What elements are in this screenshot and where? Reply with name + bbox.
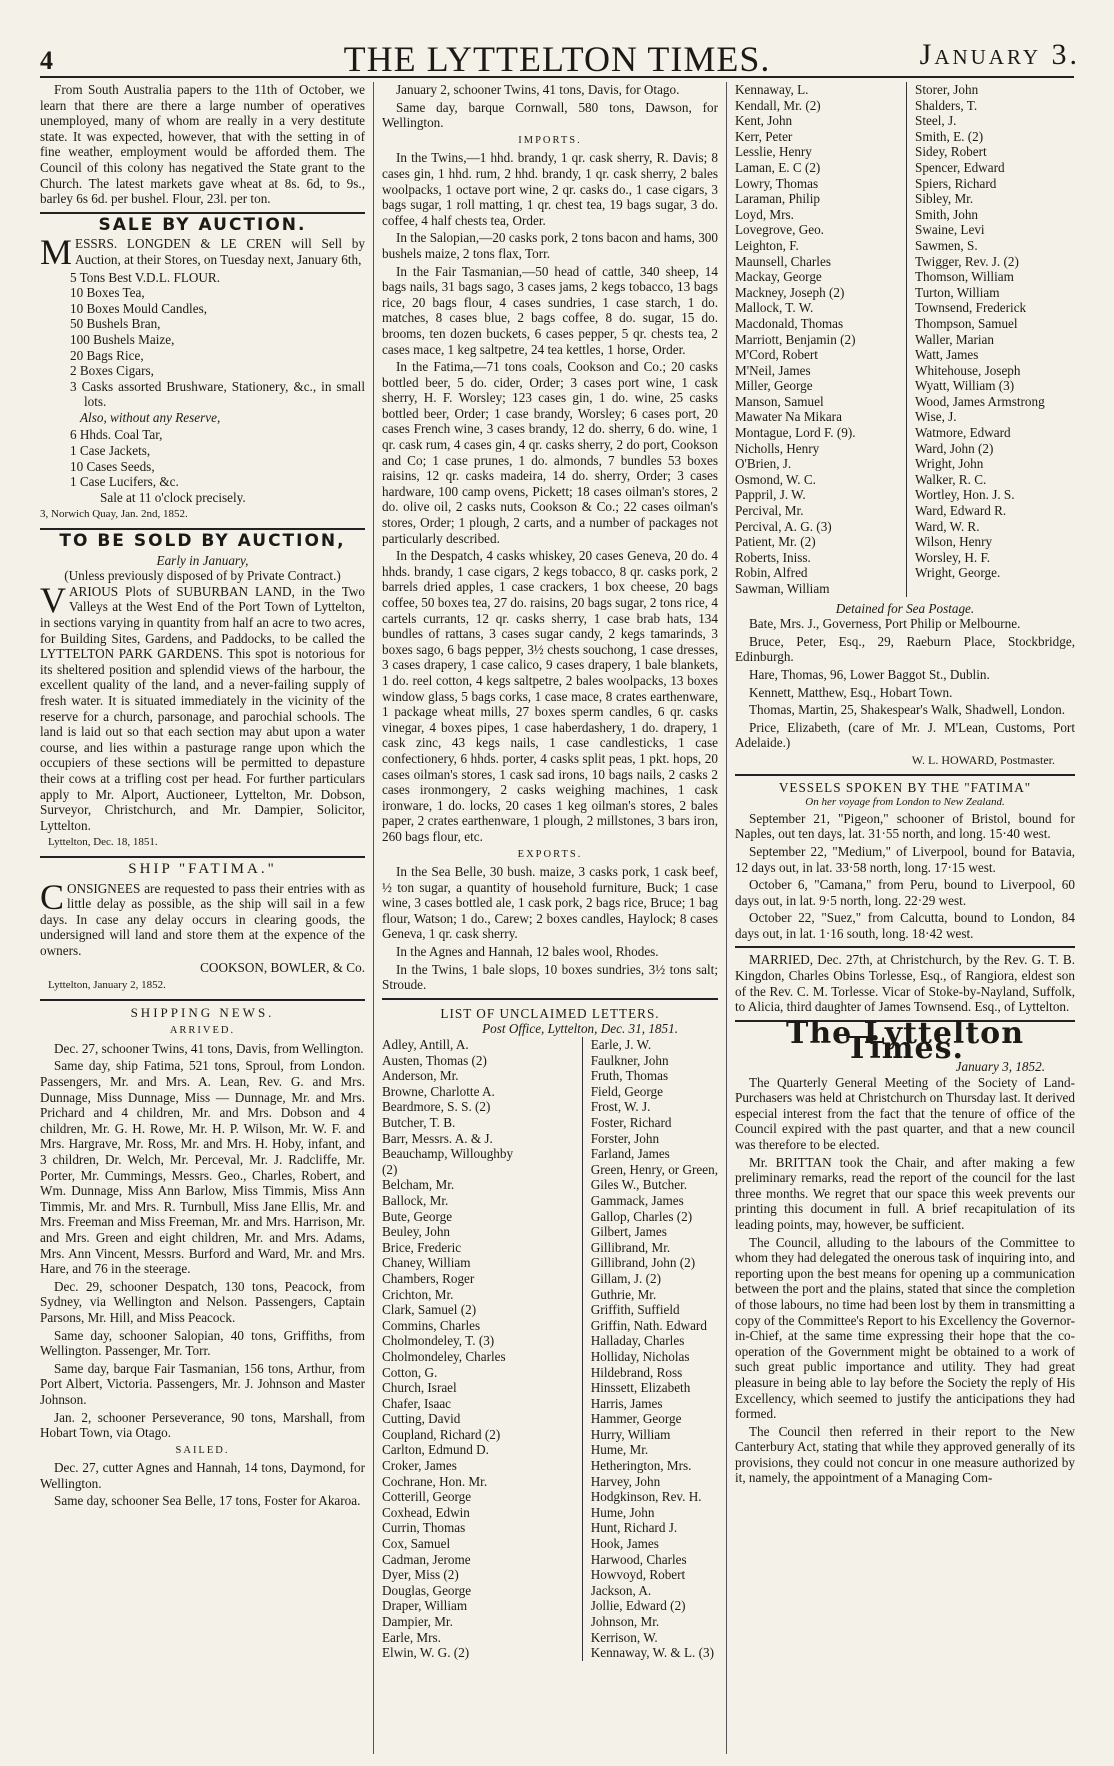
letter-name: Hook, James [590,1536,659,1552]
letter-name: Steel, J. [915,113,957,129]
import-entry: In the Despatch, 4 casks whiskey, 20 cases Geneva, 20 do. 4 hhds. brandy, 1 case cigars, 2 kegs tobacco, 8 qr. casks pork, 2 barrels dried apples, 1 case crackers, 1 box cheese, 20 bags coffee, 50 boxes tea, 27 do. raisins, 20 bags sugar, 2 tons rice, 4 cartels currants, 12 qr. casks sherry, 1 case brab hats, 134 bundles of rattans, 3 cases sugar candy, 2 kegs tamarinds, 3 boxes sago, 6 bags pepper, 3½ chests souchong, 1 case dresses, 3 cases drapery, 1 case calico, 9 cases drapery, 1 bale blankets, 1 do. reel cotton, 4 kegs saltpetre, 2 bales woolpacks, 13 boxes window glass, 5 bags corks, 1 case mace, 8 crates earthenware, 1 package wheat mills, 27 boxes sperm candles, 6 qr. casks vinegar, 4 boxes pipes, 1 case haberdashery, 1 do. drapery, 1 cask zinc, 43 kegs nails, 1 case candlesticks, 1 case confectionery, 6 hhds. porter, 4 casks split peas, 1 pkt. hops, 20 cases oilman's stores, 1 cask sad irons, 10 bags nails, 2 casks 2 cases ironmongery, 2 casks weighing machines, 1 cask ironware, 1 do. locks, 20 cases 1 keg oilman's stores, 2 bales paper, 2 crates earthenware, 1 plough, 2 millstones, 3 bars iron, 260 bags flour, etc. [382,548,718,844]
editorial-paragraph: The Council, alluding to the labours of the Committee to whom they had delegated the onerous task of inquiring into, and reporting upon the best means for opening up a communication between the port and the plains, stated that since the completion of those labours, no time had been lost by them in transmitting a copy of the Committee's Report to his Excellency the Governor-in-Chief, at the same time expressing their hope that the co-operation of the Government might be obtained to a work of such great public importance and utility. They had great pleasure in being able to lay before the Society the reply of His Excellency, which seemed to justify the anticipations they had formed. [735,1234,1075,1422]
letter-name: M'Neil, James [735,362,811,378]
letter-name: Beardmore, S. S. (2) [382,1099,491,1115]
letter-name: Ballock, Mr. [382,1192,449,1208]
letter-name: Mawater Na Mikara [735,409,842,425]
export-entry: In the Sea Belle, 30 bush. maize, 3 casks pork, 1 cask beef, ½ ton sugar, a quantity of household furniture, Buck; 1 case wine, 3 cases bottled ale, 1 cask pork, 2 bags rice, Bruce; 1 bag flour, Watson; 1 do., Carew; 2 boxes candles, Haylock; 8 cases Geneva, 1 qr. cask sherry. [382,864,718,942]
detained-entry: Bate, Mrs. J., Governess, Port Philip or Melbourne. [749,616,1021,632]
letter-name: Gillam, J. (2) [590,1270,662,1286]
column-3 [735,82,1075,1756]
letters-list-continued [735,82,1075,597]
letter-name: Marriott, Benjamin (2) [735,331,856,347]
departure-entry: January 2, schooner Twins, 41 tons, Davis, for Otago. [396,82,680,97]
letter-name: Maunsell, Charles [735,253,831,269]
arrived-label: ARRIVED. [169,1025,236,1037]
letter-name: Guthrie, Mr. [590,1286,657,1302]
divider [382,998,718,1000]
letter-name: Waller, Marian [915,331,994,347]
letter-name: Cutting, David [382,1411,461,1427]
letter-name: Ward, W. R. [915,518,980,534]
letter-name: Ward, John (2) [915,440,994,456]
marriage-notice: MARRIED, Dec. 27th, at Christchurch, by the Rev. G. T. B. Kingdon, Charles Obins Torlesse, Esq., of Rangiora, eldest son of the Rev. C. M. Torlesse. Vicar of Stoke-by-Nayland, Suffolk, to Alicia, third daughter of James Townsend. Esq., of Lyttelton. [735,952,1075,1015]
letter-name: Hammer, George [590,1411,682,1427]
letter-name: Smith, John [915,206,979,222]
fatima-heading: SHIP "FATIMA." [128,860,277,877]
editorial-date: January 3, 1852. [955,1059,1045,1075]
letters-list-right [582,1037,718,1661]
letter-name: Anderson, Mr. [382,1068,459,1084]
detained-entry: Hare, Thomas, 96, Lower Baggot St., Dublin. [749,666,990,682]
letter-name: Mallock, T. W. [735,300,814,316]
letters-heading: LIST OF UNCLAIMED LETTERS. [440,1005,660,1021]
letter-name: Crichton, Mr. [382,1286,454,1302]
issue-date: January 3. [919,38,1080,71]
letter-name: Griffith, Suffield [590,1302,680,1318]
letter-name: Johnson, Mr. [590,1614,660,1629]
south-australia-news: From South Australia papers to the 11th of October, we learn that there are there a large number of operatives unemployed, many of whom are really in a very destitute state. It was expected, however, that with the setting in of fine weather, employment would be afforded them. The Council of this colony has negatived the State grant to the Church. The latest markets gave wheat at 8s. 6d, to 9s., barley 6s 6d. per bushel. Flour, 23l. per ton. [40,82,365,207]
letter-name: Cholmondeley, T. (3) [382,1333,495,1349]
import-entry: In the Salopian,—20 casks pork, 2 tons bacon and hams, 300 bushels maize, 2 tons flax, Torr. [382,230,718,261]
arrival-entry: Dec. 29, schooner Despatch, 130 tons, Peacock, from Sydney, via Wellington and Nelson. Passengers, Captain Parsons, Mr. Hill, and Miss Peacock. [40,1278,365,1325]
letter-name: Lesslie, Henry [735,144,812,160]
letter-name: Townsend, Frederick [915,300,1027,316]
detained-label: Detained for Sea Postage. [835,600,975,616]
letter-name: Loyd, Mrs. [735,206,794,222]
letters-list-left [735,82,856,597]
letter-name: Wright, John [915,456,984,472]
letter-name: Carlton, Edmund D. [382,1442,489,1458]
letter-name: Macdonald, Thomas [735,315,844,331]
letter-name: Earle, J. W. [590,1037,652,1053]
column-1 [40,82,365,1756]
letter-name: Belcham, Mr. [382,1177,455,1193]
list-item: 1 Case Jackets, [70,443,151,459]
drop-cap: V [40,579,66,620]
list-item: 10 Boxes Tea, [70,285,145,301]
exports-label: EXPORTS. [517,848,583,860]
letter-name: Swaine, Levi [915,222,985,238]
detained-entry: Kennett, Matthew, Esq., Hobart Town. [749,684,953,700]
letter-name: Gammack, James [590,1192,684,1208]
letter-name: Cotton, G. [382,1364,438,1380]
fatima-notice: CONSIGNEES are requested to pass their entries with as little delay as possible, as the ship will sail in a few days. In case any delay occurs in clearing goods, the undersigned will land and store them at the expence of the owners. [40,876,365,958]
letter-name: Cox, Samuel [382,1536,451,1552]
letter-name: Mackay, George [735,269,822,285]
vessels-heading: VESSELS SPOKEN BY THE "FATIMA" [778,779,1032,795]
letter-name: Farland, James [590,1146,670,1162]
auction-2-note: (Unless previously disposed of by Private Contract.) [64,568,341,584]
postmaster-signature: W. L. HOWARD, Postmaster. [911,752,1055,767]
letter-name: Sawman, William [735,581,830,596]
letter-name: Smith, E. (2) [915,128,984,144]
divider [40,856,365,858]
auction-items-reserve [40,427,365,489]
drop-cap: M [40,232,73,273]
letter-name: Wright, George. [915,565,1001,581]
letter-name: Whitehouse, Joseph [915,362,1021,378]
column-divider [373,82,374,1754]
letter-name: Turton, William [915,284,1000,300]
letter-name: Barr, Messrs. A. & J. [382,1130,493,1146]
letters-list-left [382,1037,513,1661]
letter-name: Hinssett, Elizabeth [590,1380,691,1396]
letter-name: Beauchamp, Willoughby [382,1146,514,1162]
auction-2-body: VARIOUS Plots of SUBURBAN LAND, in the Two Valleys at the West End of the Port Town of Lyttelton, in sections varying in quantity from half an acre to two acres, for Building Sites, Gardens, and Paddocks, to be called the LYTTELTON PARK GARDENS. This spot is notorious for its sheltered position and splendid views of the harbour, the excellent quality of the land, and a never-failing supply of fresh water. It is situated immediately in the vicinity of the reserve for a church, parsonage, and parochial schools. The land is laid out so that each section may abut upon a water course, and lies within a pasturage range upon which the occupiers of these sections will be permitted to depasture their cows at a trifling cost per head. For further particulars apply to Mr. Alport, Auctioneer, Lyttelton, Mr. Dobson, Surveyor, Christchurch, and Mr. Dampier, Solicitor, Lyttelton. [40,579,365,833]
letter-name: Hume, Mr. [590,1442,649,1458]
letter-name: Laraman, Philip [735,191,820,207]
letter-name: Mackney, Joseph (2) [735,284,845,300]
list-item: 5 Tons Best V.D.L. FLOUR. [70,269,221,285]
letter-name: Chambers, Roger [382,1270,475,1286]
letter-name: Howvoyd, Robert [590,1567,686,1583]
letter-name: Shalders, T. [915,97,978,113]
letter-name: Faulkner, John [590,1052,669,1068]
auction-heading: SALE BY AUCTION. [98,214,307,235]
letter-name: Field, George [590,1083,663,1099]
letter-name: Frost, W. J. [590,1099,651,1115]
letter-name: (2) [382,1161,398,1177]
letter-name: Ward, Edward R. [915,503,1007,519]
detained-entry: Price, Elizabeth, (care of Mr. J. M'Lean, Customs, Port Adelaide.) [735,719,1075,751]
letter-name: Thompson, Samuel [915,315,1018,331]
auction-2-subheading: Early in January, [156,552,249,568]
letter-name: Patient, Mr. (2) [735,534,816,550]
letter-name: Jackson, A. [590,1582,652,1598]
letter-name: Laman, E. C (2) [735,159,821,175]
letter-name: Holliday, Nicholas [590,1348,690,1364]
letter-name: Halladay, Charles [590,1333,685,1349]
list-item: 10 Boxes Mould Candles, [70,300,208,316]
letter-name: Sawmen, S. [915,237,978,253]
vessel-entry: October 6, "Camana," from Peru, bound to Liverpool, 60 days out, in lat. 9·5 north, long. 22·29 west. [735,877,1075,908]
list-item: 6 Hhds. Coal Tar, [70,427,163,443]
letter-name: Butcher, T. B. [382,1115,456,1130]
letter-name: Brice, Frederic [382,1239,462,1255]
letter-name: Chaney, William [382,1255,471,1271]
list-item: 50 Bushels Bran, [70,316,161,332]
editorial-paragraph: Mr. BRITTAN took the Chair, and after making a few preliminary remarks, read the report of the council for the last three months. We regret that our space this week prevents our printing this document in full. A brief recapitulation of its leading points, may, however, be sufficient. [735,1154,1075,1232]
column-divider [726,82,727,1754]
letter-name: Jollie, Edward (2) [590,1598,686,1614]
fatima-signature: COOKSON, BOWLER, & Co. [200,960,365,976]
letter-name: Storer, John [915,82,979,97]
letter-name: Watt, James [915,347,979,363]
letter-name: Thomson, William [915,269,1014,285]
letter-name: Nicholls, Henry [735,440,820,456]
letter-name: O'Brien, J. [735,456,792,472]
letter-name: Percival, Mr. [735,503,804,519]
letter-name: Chafer, Isaac [382,1395,452,1411]
letter-name: Gillibrand, John (2) [590,1255,696,1271]
letter-name: M'Cord, Robert [735,347,818,363]
vessel-entry: October 22, "Suez," from Calcutta, bound to London, 84 days out, in lat. 1·16 south, long. 18·42 west. [735,910,1075,941]
sailed-label: SAILED. [175,1444,230,1456]
divider [40,212,365,214]
export-entry: In the Agnes and Hannah, 12 bales wool, Rhodes. [396,944,659,960]
letter-name: Commins, Charles [382,1317,481,1333]
page-number: 4 [40,46,53,75]
letter-name: Dampier, Mr. [382,1614,453,1629]
list-item: 1 Case Lucifers, &c. [70,474,179,490]
editorial-paragraph: The Quarterly General Meeting of the Society of Land-Purchasers was held at Christchurch on Thursday last. It derived especial interest from the fact that the tenure of office of the Council expired with the past quarter, and that a new council was therefore to be elected. [735,1074,1075,1152]
masthead-rule [40,76,1074,78]
fatima-dateline: Lyttelton, January 2, 1852. [48,979,166,992]
letter-name: Robin, Alfred [735,565,808,581]
letter-name: Bute, George [382,1208,453,1224]
letter-name: Wortley, Hon. J. S. [915,487,1015,503]
arrival-entry: Same day, schooner Salopian, 40 tons, Griffiths, from Wellington. Passenger, Mr. Torr. [40,1327,365,1359]
letter-name: Douglas, George [382,1582,472,1598]
letter-name: Fruth, Thomas [590,1068,669,1084]
sailing-entry: Dec. 27, cutter Agnes and Hannah, 14 tons, Daymond, for Wellington. [40,1460,365,1491]
letter-name: Spencer, Edward [915,159,1005,175]
letter-name: Cholmondeley, Charles [382,1348,506,1364]
letter-name: Beuley, John [382,1224,451,1240]
letter-name: Kent, John [735,113,793,129]
letter-name: Hetherington, Mrs. [590,1458,692,1474]
divider [40,999,365,1001]
masthead [30,18,1084,79]
list-item: 3 Casks assorted Brushware, Stationery, &c., in small lots. [70,378,365,410]
letter-name: Wilson, Henry [915,534,993,550]
letter-name: Kerrison, W. [590,1629,658,1645]
editorial-paragraph: The Council then referred in their report to the New Canterbury Act, stating that while they approved generally of its provisions, they could not concur in one measure authorized by it, namely, the appointment of a Managing Com- [735,1423,1075,1486]
drop-cap: C [40,876,65,917]
export-entry: In the Twins, 1 bale slops, 10 boxes sundries, 3½ tons salt; Stroude. [382,961,718,993]
letter-name: Worsley, H. F. [915,549,991,565]
vessel-entry: September 21, "Pigeon," schooner of Bristol, bound for Naples, out ten days, lat. 31·55 north, and long. 15·40 west. [735,810,1075,842]
shipping-heading: SHIPPING NEWS. [130,1004,275,1020]
letter-name: Draper, William [382,1598,468,1614]
letters-list-right [906,82,1075,597]
letter-name: Cadman, Jerome [382,1551,471,1567]
sailing-entry: Same day, schooner Sea Belle, 17 tons, Foster for Akaroa. [54,1493,361,1509]
detained-entry: Thomas, Martin, 25, Shakespear's Walk, Shadwell, London. [749,702,1066,718]
letter-name: Miller, George [735,378,813,394]
letter-name: Browne, Charlotte A. [382,1083,495,1099]
letter-name: Clark, Samuel (2) [382,1302,477,1318]
letter-name: Hurry, William [590,1426,671,1442]
list-item: 20 Bags Rice, [70,347,144,363]
auction-reserve-note: Also, without any Reserve, [80,409,221,425]
letter-name: Hildebrand, Ross [590,1364,683,1380]
letter-name: Church, Israel [382,1380,457,1396]
letter-name: Montague, Lord F. (9). [735,425,856,441]
letter-name: Currin, Thomas [382,1520,466,1536]
letter-name: Croker, James [382,1458,457,1474]
letter-name: Kennaway, W. & L. (3) [590,1645,714,1661]
letter-name: Wise, J. [915,409,957,425]
vessel-entry: September 22, "Medium," of Liverpool, bound for Batavia, 12 days out, in lat. 33·58 north, long. 17·15 west. [735,843,1075,875]
letter-name: Osmond, W. C. [735,471,816,487]
auction-2-dateline: Lyttelton, Dec. 18, 1851. [48,836,158,849]
letter-name: Sibley, Mr. [915,191,974,207]
import-entry: In the Twins,—1 hhd. brandy, 1 qr. cask sherry, R. Davis; 8 cases gin, 1 hhd. rum, 2 hhd. brandy, 1 qr. cask sherry, 2 bales woolpacks, 1 octave port wine, 2 qr. casks do., 1 case cigars, 3 bags sugar, 1 roll matting, 1 qr. chest tea, 19 bags sugar, 3 do. coffee, 4 half chests tea, Order. [382,150,718,228]
arrival-entry: Same day, barque Fair Tasmanian, 156 tons, Arthur, from Port Albert, Victoria. Passengers, Mr. J. Johnson and Master Johnson. [40,1360,365,1407]
letter-name: Forster, John [590,1130,660,1146]
letter-name: Dyer, Miss (2) [382,1567,459,1583]
letter-name: Coxhead, Edwin [382,1504,470,1520]
letter-name: Manson, Samuel [735,393,824,409]
letter-name: Walker, R. C. [915,471,987,487]
letter-name: Cotterill, George [382,1489,472,1505]
list-item: 10 Cases Seeds, [70,458,155,474]
letter-name: Kendall, Mr. (2) [735,97,821,113]
letter-name: Sidey, Robert [915,144,987,160]
letter-name: Gillibrand, Mr. [590,1239,671,1255]
arrival-entry: Dec. 27, schooner Twins, 41 tons, Davis, from Wellington. [54,1040,364,1056]
letter-name: Foster, Richard [590,1115,672,1130]
letter-name: Kennaway, L. [735,82,809,97]
letter-name: Austen, Thomas (2) [382,1052,487,1068]
divider [40,528,365,530]
letter-name: Kerr, Peter [735,128,793,144]
letter-name: Watmore, Edward [915,425,1011,441]
auction-time: Sale at 11 o'clock precisely. [100,489,246,505]
letter-name: Roberts, Iniss. [735,549,811,565]
vessels-subheading: On her voyage from London to New Zealand. [805,796,1005,809]
arrival-entry: Jan. 2, schooner Perseverance, 90 tons, Marshall, from Hobart Town, via Otago. [40,1409,365,1441]
letter-name: Twigger, Rev. J. (2) [915,253,1019,269]
letter-name: Harris, James [590,1395,663,1411]
editorial-masthead: The Lyttelton Times. [786,1015,1024,1067]
letter-name: Percival, A. G. (3) [735,518,832,534]
auction-items [40,270,365,410]
letter-name: Lovegrove, Geo. [735,222,824,238]
letter-name: Hodgkinson, Rev. H. [590,1489,702,1505]
letter-name: Adley, Antill, A. [382,1037,469,1053]
arrival-entry: Same day, ship Fatima, 521 tons, Sproul, from London. Passengers, Mr. and Mrs. A. Lean, Rev. G. and Mrs. Dunnage, Miss Dunnage, Miss — Dunnage, Mr. and Mrs. Prichard and 4 children, Mr. and Mrs. Dobson and 4 children, Mr. G. H. Rowe, Mr. H. P. Wilson, Mr. W. F. and Mrs. Hargrave, Mr. Ross, Mr. and Mrs. H. Hoby, infant, and 3 children, Dr. Welch, Mr. Perceval, Mr. J. Radcliffe, Mr. Porter, Mr. Cummings, Messrs. Geo., Charles, Robert, and Wm. Dunnage, Miss Ann Barlow, Miss Timmis, Miss Ann Timmis, Mr. and Mrs. R. Turnbull, Miss Jane Ellis, Mr. and Mrs. Freeman and Miss Freeman, Mr. and Mrs. Harrison, Mr. and Mrs. Green and eight children, Mr. and Mrs. Adams, Mrs. Ann Vincent, Messrs. Burford and Ward, Mr. and Mrs. Hare, and 76 in the steerage. [40,1058,365,1277]
letter-name: Coupland, Richard (2) [382,1426,501,1442]
letter-name: Gilbert, James [590,1224,667,1240]
import-entry: In the Fatima,—71 tons coals, Cookson and Co.; 20 casks bottled beer, 5 do. cider, Order; 3 cases port wine, 1 cask sherry, H. F. Worsley; 123 cases gin, 1 do. wine, 25 casks bottled beer, Order; 1 case brandy, Worsley; 6 cases port, 20 cases French wine, 3 cases brandy, 12 do. sherry, 6 do. wine, 1 qr. cask rum, 4 cases gin, 4 qr. casks sherry, 2 do port, Cookson and Co; 1 case prunes, 1 do. almonds, 7 bundles 53 boxes raisins, 12 qr. casks madeira, 14 do. sherry, Order; 3 cases hardware, 100 camp ovens, Pickett; 18 cases oilman's stores, 2 do. olive oil, 2 casks nuts, Cookson & Co.; 22 cases oilman's stores, Order; 1 plough, 2 carts, and a number of packages not particularly described. [382,359,718,546]
letter-name: Wyatt, William (3) [915,378,1015,394]
auction-intro: MESSRS. LONGDEN & LE CREN will Sell by Auction, at their Stores, on Tuesday next, January 6th, [40,232,365,273]
departure-entry: Same day, barque Cornwall, 580 tons, Dawson, for Wellington. [382,99,718,131]
letter-name: Griffin, Nath. Edward [590,1317,707,1333]
letter-name: Pappril, J. W. [735,487,806,503]
letter-name: Spiers, Richard [915,175,997,191]
letters-list [382,1037,718,1661]
auction-2-heading: TO BE SOLD BY AUCTION, [59,531,346,552]
letter-name: Harwood, Charles [590,1551,687,1567]
letter-name: Gallop, Charles (2) [590,1208,693,1224]
letter-name: Cochrane, Hon. Mr. [382,1473,488,1489]
detained-entry: Bruce, Peter, Esq., 29, Raeburn Place, Stockbridge, Edinburgh. [735,633,1075,665]
letter-name: Green, Henry, or Green, [590,1161,718,1177]
divider [735,774,1075,776]
divider [735,946,1075,948]
letter-name: Hume, John [590,1504,655,1520]
list-item: 2 Boxes Cigars, [70,363,154,379]
letters-subheading: Post Office, Lyttelton, Dec. 31, 1851. [482,1021,678,1037]
auction-address: 3, Norwich Quay, Jan. 2nd, 1852. [40,508,188,521]
letter-name: Giles W., Butcher. [590,1177,688,1193]
letter-name: Wood, James Armstrong [915,393,1045,409]
imports-label: IMPORTS. [518,134,582,146]
letter-name: Lowry, Thomas [735,175,819,191]
import-entry: In the Fair Tasmanian,—50 head of cattle, 340 sheep, 14 bags nails, 31 bags sago, 3 cases jams, 2 kegs tobacco, 13 bags rice, 20 bags flour, 4 cases sundries, 1 case starch, 1 do. matches, 8 cases blue, 2 bags coffee, 8 do. sugar, 15 do. brooms, ten dozen buckets, 6 cases pepper, 5 qr. chests tea, 2 cases mace, 1 keg saltpetre, 24 tea kettles, 1 horse, Order. [382,263,718,357]
letter-name: Harvey, John [590,1473,661,1489]
letter-name: Hunt, Richard J. [590,1520,678,1536]
letter-name: Earle, Mrs. [382,1629,441,1645]
letter-name: Elwin, W. G. (2) [382,1645,470,1661]
newspaper-title: THE LYTTELTON TIMES. [343,39,771,79]
letter-name: Leighton, F. [735,237,799,253]
list-item: 100 Bushels Maize, [70,331,175,347]
column-2 [382,82,718,1756]
